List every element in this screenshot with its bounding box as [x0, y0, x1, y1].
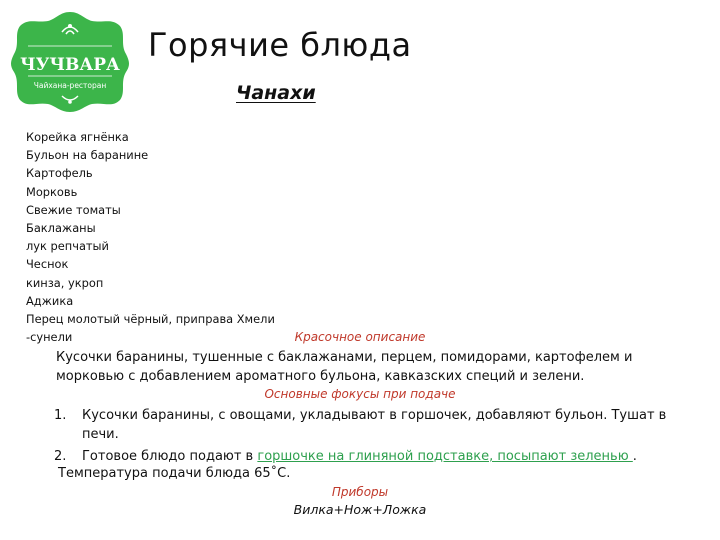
- ingredient-item: Аджика: [26, 293, 74, 308]
- page-title: Горячие блюда: [148, 26, 412, 64]
- ingredient-item: Бульон на баранине: [26, 148, 149, 163]
- cutlery-heading: Приборы: [331, 485, 389, 499]
- ingredient-item: Корейка ягнёнка: [26, 130, 129, 144]
- logo-tagline: Чайхана-ресторан: [33, 81, 107, 90]
- ingredient-item: Свежие томаты: [26, 202, 121, 217]
- serving-step: [52, 406, 682, 444]
- ingredient-item: Перец молотый чёрный, приправа Хмели: [26, 312, 275, 327]
- step-text: Готовое блюдо подают в: [82, 449, 258, 464]
- description-heading: Красочное описание: [294, 330, 426, 344]
- ingredient-item: -сунели: [26, 330, 73, 345]
- ingredient-item: лук репчатый: [26, 239, 109, 254]
- logo-text: ЧУЧВАРА: [20, 55, 120, 75]
- step-number: 1.: [54, 408, 67, 423]
- ingredient-item: кинза, укроп: [26, 275, 104, 290]
- ingredient-item: Баклажаны: [26, 221, 96, 236]
- dish-name: Чанахи: [236, 82, 316, 104]
- restaurant-logo: [8, 10, 132, 114]
- ingredient-item: Картофель: [26, 166, 93, 181]
- serving-temperature: Температура подачи блюда 65˚С.: [58, 466, 291, 481]
- cutlery-text: Вилка+Нож+Ложка: [293, 502, 427, 517]
- ingredient-item: Чеснок: [26, 257, 69, 272]
- serving-heading: Основные фокусы при подаче: [264, 387, 456, 401]
- step-number: 2.: [54, 449, 67, 464]
- serving-steps: [52, 406, 682, 466]
- description-text: Кусочки баранины, тушенные с баклажанами, перцем, помидорами, картофелем и морковью с добавлением ароматного бульона, кавказских специй и зелени.: [56, 350, 633, 384]
- ingredient-item: Морковь: [26, 184, 78, 199]
- ingredient-list: [26, 128, 326, 346]
- step-text-end: .: [632, 449, 637, 464]
- step-text: Кусочки баранины, с овощами, укладывают в горшочек, добавляют бульон. Тушат в печи.: [82, 408, 667, 442]
- step-highlight: горшочке на глиняной подставке, посыпают зеленью: [257, 449, 633, 464]
